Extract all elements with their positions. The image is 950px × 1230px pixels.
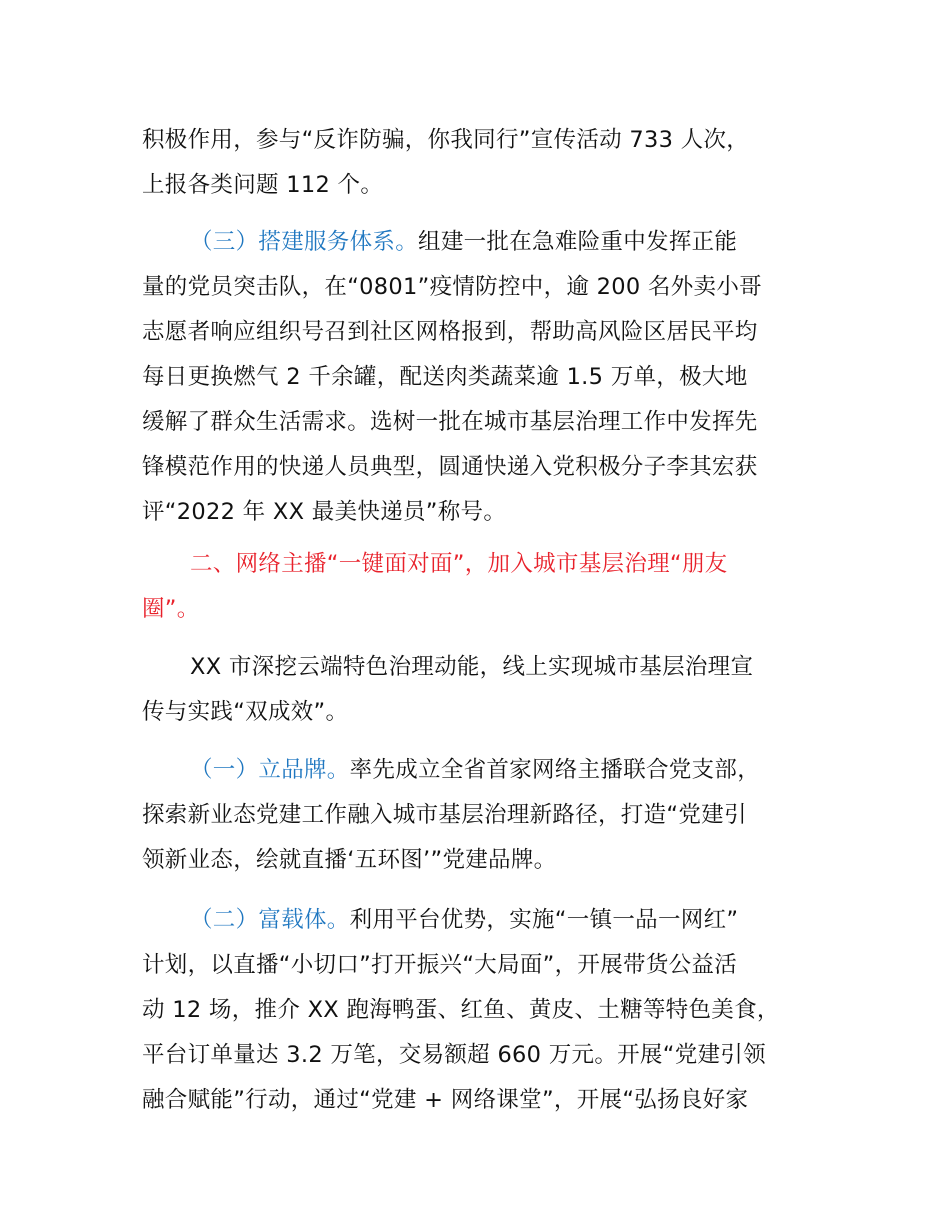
text-line: 领新业态，绘就直播‘五环图’”党建品牌。 xyxy=(142,847,557,873)
paragraph-carrier xyxy=(142,898,832,1123)
text-line: 计划，以直播“小切口”打开振兴“大局面”，开展带货公益活 xyxy=(142,952,738,978)
text-line: 积极作用，参与“反诈防骗，你我同行”宣传活动 733 人次， xyxy=(142,127,750,153)
text-line: 每日更换燃气 2 千余罐，配送肉类蔬菜逾 1.5 万单，极大地 xyxy=(142,364,748,390)
section-heading-2 xyxy=(142,542,832,632)
text-line: 传与实践“双成效”。 xyxy=(142,699,349,725)
text-line xyxy=(142,220,832,265)
text-line: 融合赋能”行动，通过“党建 + 网络课堂”，开展“弘扬良好家 xyxy=(142,1087,749,1113)
text-line xyxy=(142,898,832,943)
text-line: 缓解了群众生活需求。选树一批在城市基层治理工作中发挥先 xyxy=(142,409,758,435)
text-line: 志愿者响应组织号召到社区网格报到，帮助高风险区居民平均 xyxy=(142,319,758,345)
text-line: 评“2022 年 XX 最美快递员”称号。 xyxy=(142,499,507,525)
heading-line: 二、网络主播“一键面对面”，加入城市基层治理“朋友 xyxy=(190,551,728,577)
paragraph-intro xyxy=(142,645,832,735)
text-line: 量的党员突击队，在“0801”疫情防控中，逾 200 名外卖小哥 xyxy=(142,274,762,300)
heading-line: 圈”。 xyxy=(142,596,200,622)
text-line: 锋模范作用的快递人员典型，圆通快递入党积极分子李其宏获 xyxy=(142,454,758,480)
section-subheading: （三）搭建服务体系。 xyxy=(190,229,419,255)
text-line xyxy=(142,748,832,793)
paragraph-text: 率先成立全省首家网络主播联合党支部， xyxy=(349,757,761,783)
paragraph-brand xyxy=(142,748,832,883)
text-line: 探索新业态党建工作融入城市基层治理新路径，打造“党建引 xyxy=(142,802,747,828)
paragraph-service-system xyxy=(142,220,832,535)
text-line: XX 市深挖云端特色治理动能，线上实现城市基层治理宣 xyxy=(190,654,754,680)
text-line: 动 12 场，推介 XX 跑海鸭蛋、红鱼、黄皮、土糖等特色美食， xyxy=(142,997,780,1023)
text-line: 上报各类问题 112 个。 xyxy=(142,172,384,198)
paragraph-text: 利用平台优势，实施“一镇一品一网红” xyxy=(349,907,739,933)
text-line: 平台订单量达 3.2 万笔，交易额超 660 万元。开展“党建引领 xyxy=(142,1042,766,1068)
paragraph-1 xyxy=(142,118,832,208)
section-subheading: （一）立品牌。 xyxy=(190,757,350,783)
section-subheading: （二）富载体。 xyxy=(190,907,350,933)
paragraph-text: 组建一批在急难险重中发挥正能 xyxy=(418,229,738,255)
